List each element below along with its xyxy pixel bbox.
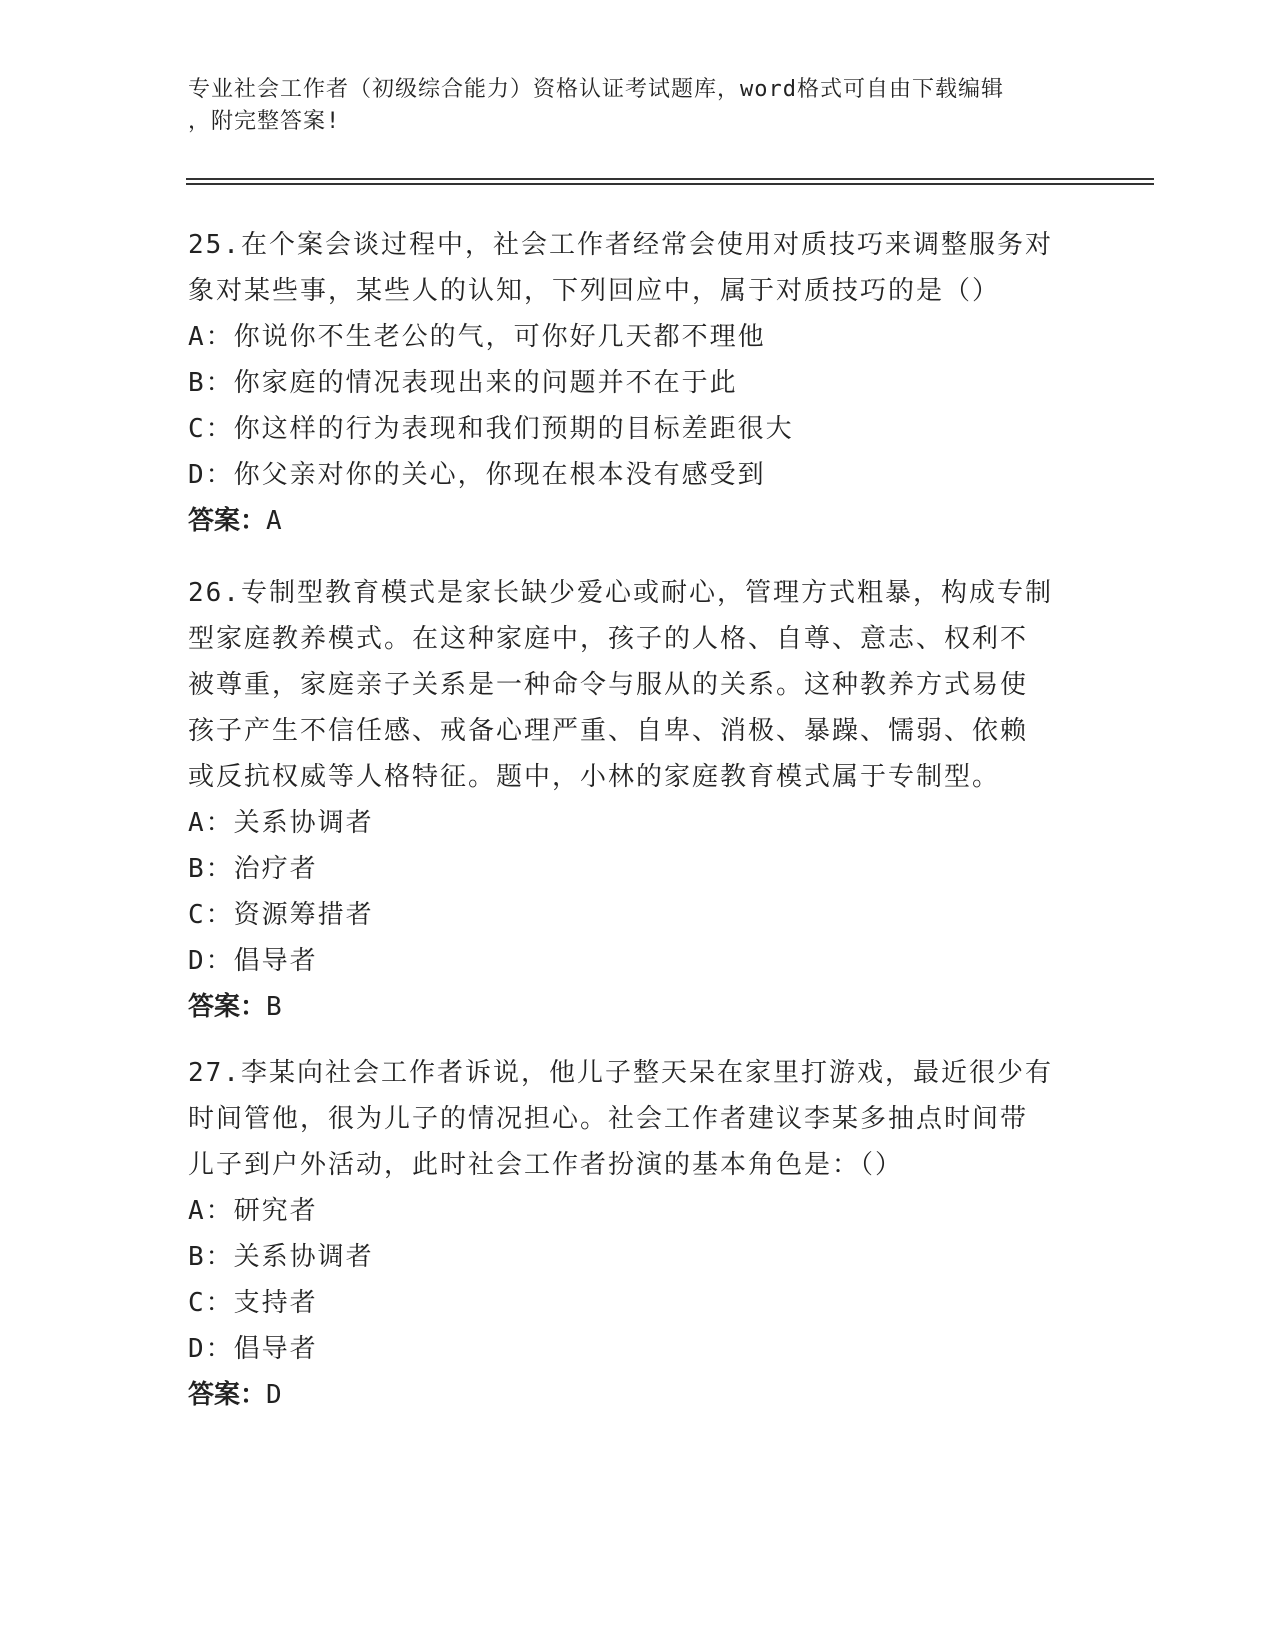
question-27	[188, 1050, 1088, 1418]
question-line: 时间管他，很为儿子的情况担心。社会工作者建议李某多抽点时间带	[188, 1104, 1029, 1134]
question-line: 象对某些事，某些人的认知，下列回应中，属于对质技巧的是（）	[188, 276, 1001, 306]
question-25	[188, 222, 1088, 544]
question-line: 被尊重，家庭亲子关系是一种命令与服从的关系。这种教养方式易使	[188, 670, 1029, 700]
option-b: B：关系协调者	[188, 1242, 374, 1272]
option-d: D：倡导者	[188, 946, 318, 976]
question-line: 26.专制型教育模式是家长缺少爱心或耐心，管理方式粗暴，构成专制	[188, 578, 1053, 608]
option-c: C：支持者	[188, 1288, 318, 1318]
answer-label: 答案：	[188, 1380, 267, 1410]
option-d: D：你父亲对你的关心，你现在根本没有感受到	[188, 460, 766, 490]
answer-value: B	[266, 992, 282, 1022]
option-a: A：你说你不生老公的气，可你好几天都不理他	[188, 322, 766, 352]
option-d: D：倡导者	[188, 1334, 318, 1364]
answer-label: 答案：	[188, 992, 267, 1022]
answer	[188, 498, 1088, 544]
question-26	[188, 570, 1088, 1030]
answer-label: 答案：	[188, 506, 267, 536]
option-b: B：你家庭的情况表现出来的问题并不在于此	[188, 368, 738, 398]
option-a: A：研究者	[188, 1196, 318, 1226]
option-c: C：你这样的行为表现和我们预期的目标差距很大	[188, 414, 794, 444]
option-a: A：关系协调者	[188, 808, 374, 838]
question-line: 型家庭教养模式。在这种家庭中，孩子的人格、自尊、意志、权利不	[188, 624, 1029, 654]
header-line-2: ，附完整答案!	[188, 109, 341, 134]
answer-value: D	[266, 1380, 282, 1410]
document-header	[188, 74, 1068, 138]
question-line: 孩子产生不信任感、戒备心理严重、自卑、消极、暴躁、懦弱、依赖	[188, 716, 1029, 746]
option-b: B：治疗者	[188, 854, 318, 884]
option-c: C：资源筹措者	[188, 900, 374, 930]
question-text	[188, 570, 1088, 800]
header-divider-bottom	[186, 183, 1154, 185]
question-line: 27.李某向社会工作者诉说，他儿子整天呆在家里打游戏，最近很少有	[188, 1058, 1053, 1088]
header-divider-top	[186, 178, 1154, 180]
question-text	[188, 222, 1088, 314]
header-line-1: 专业社会工作者（初级综合能力）资格认证考试题库，word格式可自由下载编辑	[188, 77, 1004, 102]
question-text	[188, 1050, 1088, 1188]
question-line: 25.在个案会谈过程中，社会工作者经常会使用对质技巧来调整服务对	[188, 230, 1053, 260]
answer	[188, 1372, 1088, 1418]
answer-value: A	[266, 506, 282, 536]
question-line: 或反抗权威等人格特征。题中，小林的家庭教育模式属于专制型。	[188, 762, 1001, 792]
answer	[188, 984, 1088, 1030]
question-line: 儿子到户外活动，此时社会工作者扮演的基本角色是：（）	[188, 1150, 904, 1180]
